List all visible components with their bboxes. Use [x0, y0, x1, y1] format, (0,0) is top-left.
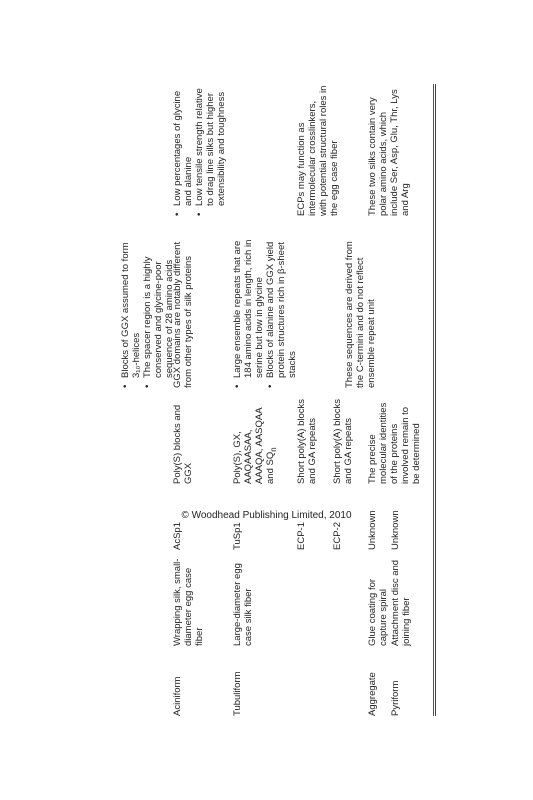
- list-item: • Blocks of alanine and GGX yield protein structures rich in β-sheet stacks: [265, 230, 298, 378]
- list-item: • Large ensemble repeats that are 184 amino acids in length, rich in serine but low in glycine: [232, 230, 265, 378]
- list-item: • Low tensile strength relative to drag line silks but higher extensibility and toughness: [194, 84, 227, 206]
- notes-cell: These sequences are derived from the C-termini and do not reflect ensemble repeat unit: [344, 241, 377, 388]
- properties-cell: These two silks contain very polar amino acids, which include Ser, Asp, Glu, Thr, Lys and Arg: [367, 89, 411, 216]
- motif-cell: The precise molecular identities of the proteins involved remain to be determined: [367, 402, 422, 484]
- table-bottom-rule: [433, 84, 434, 716]
- use-cell: Wrapping silk, small-diameter egg case fiber: [172, 558, 205, 646]
- protein-cell: ECP-1: [296, 522, 307, 550]
- list-item: • Low percentages of glycine and alanine: [172, 84, 194, 206]
- use-cell: Large-diameter egg case silk fiber: [232, 563, 254, 646]
- subscript-n: n: [268, 447, 278, 452]
- use-cell: Glue coating for capture spiral: [367, 578, 389, 646]
- copyright-footer: © Woodhead Publishing Limited, 2010: [181, 510, 352, 521]
- list-item: • The spacer region is a highly conserved and glycine-poor sequence of 28 amino acids: [142, 230, 175, 378]
- properties-cell: [172, 84, 227, 216]
- gland-cell: Tubuliform: [232, 671, 243, 716]
- rotated-page: [0, 80, 533, 800]
- gland-cell: Aggregate: [367, 672, 378, 716]
- notes-cell: GGX domains are notably different from other types of silk proteins: [172, 241, 194, 388]
- protein-cell: Unknown: [367, 510, 378, 550]
- motif-cell: Poly(S) blocks and GGX: [172, 404, 194, 484]
- motif-cell: Short poly(A) blocks and GA repeats: [332, 398, 354, 484]
- notes-cell: [120, 230, 175, 388]
- properties-cell: ECPs may function as intermolecular crosslinkers, with potential structural roles in the egg case fiber: [296, 85, 340, 216]
- gland-cell: Aciniform: [172, 676, 183, 716]
- motif-cell: Short poly(A) blocks and GA repeats: [296, 398, 318, 484]
- use-cell: Attachment disc and joining fiber: [390, 559, 412, 646]
- motif-cell: [232, 394, 279, 484]
- gland-cell: Pyriform: [390, 680, 401, 716]
- protein-cell: TuSp1: [232, 522, 243, 550]
- silk-table: [120, 84, 436, 716]
- notes-cell: [232, 230, 298, 388]
- list-item: • Blocks of GGX assumed to form 3₁₀-helices: [120, 230, 142, 378]
- protein-cell: ECP-2: [332, 522, 343, 550]
- motif-text: Poly(S), GX, AAQAASAA, AAAQA, AASQAA and SQ: [232, 407, 276, 484]
- protein-cell: Unknown: [390, 510, 401, 550]
- protein-cell: AcSp1: [172, 522, 183, 550]
